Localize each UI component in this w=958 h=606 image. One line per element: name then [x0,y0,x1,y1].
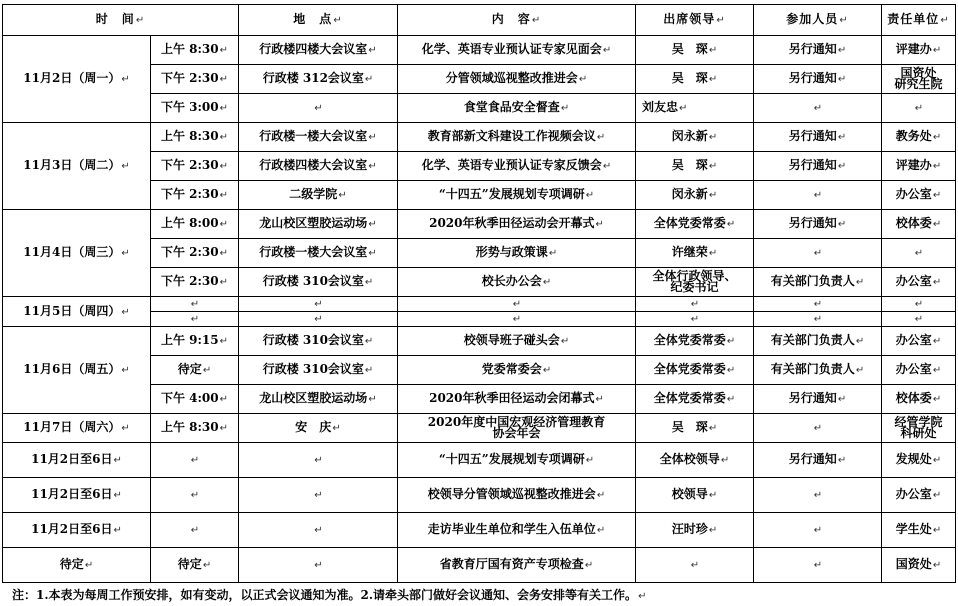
participants-cell: 有关部门负责人↵ [754,268,882,297]
unit-cell: ↵ [882,312,956,327]
unit-cell: 评建办↵ [882,152,956,181]
participants-cell: 有关部门负责人↵ [754,356,882,385]
content-cell: 分管领域巡视整改推进会↵ [398,65,636,94]
unit-cell: ↵ [882,297,956,312]
participants-cell: 另行通知↵ [754,210,882,239]
leader-cell: 全体校领导↵ [636,443,754,478]
day-cell: 11月7日（周六）↵ [3,414,151,443]
participants-cell: 另行通知↵ [754,443,882,478]
participants-cell: ↵ [754,513,882,548]
time-cell: 上午 8:00↵ [151,210,239,239]
unit-cell: 办公室↵ [882,478,956,513]
time-cell: ↵ [151,443,239,478]
unit-cell: 办公室↵ [882,181,956,210]
content-cell: 化学、英语专业预认证专家反馈会↵ [398,152,636,181]
time-cell: 待定↵ [151,356,239,385]
content-cell: “十四五”发展规划专项调研↵ [398,181,636,210]
day-cell: 11月2日至6日↵ [3,478,151,513]
table-row [3,443,956,478]
unit-cell: 教务处↵ [882,123,956,152]
place-cell: 行政楼 310会议室↵ [239,327,398,356]
content-cell: 教育部新文科建设工作视频会议↵ [398,123,636,152]
leader-cell: 许继荣↵ [636,239,754,268]
participants-cell: ↵ [754,94,882,123]
unit-cell: 校体委↵ [882,210,956,239]
table-row [3,36,956,65]
leader-cell: ↵ [636,312,754,327]
place-cell: 二级学院↵ [239,181,398,210]
time-cell: ↵ [151,513,239,548]
place-cell: ↵ [239,297,398,312]
time-cell: 下午 2:30↵ [151,268,239,297]
unit-cell: 国资处↵ [882,548,956,583]
time-cell: 上午 8:30↵ [151,123,239,152]
day-cell: 11月2日至6日↵ [3,513,151,548]
content-cell: ↵ [398,312,636,327]
place-cell: 行政楼四楼大会议室↵ [239,36,398,65]
table-row [3,414,956,443]
day-cell: 11月2日至6日↵ [3,443,151,478]
content-cell: ↵ [398,297,636,312]
unit-cell: 办公室↵ [882,327,956,356]
table-row [3,123,956,152]
header-participants: 参加人员↵ [754,5,882,36]
leader-cell: 闵永新↵ [636,181,754,210]
participants-cell: ↵ [754,548,882,583]
leader-cell: 全体党委常委↵ [636,385,754,414]
leader-cell: 校领导↵ [636,478,754,513]
leader-cell: 吴 琛↵ [636,414,754,443]
table-row [3,297,956,312]
unit-cell: ↵ [882,94,956,123]
place-cell: 龙山校区塑胶运动场↵ [239,210,398,239]
time-cell: 下午 3:00↵ [151,94,239,123]
content-cell: 形势与政策课↵ [398,239,636,268]
time-cell: 上午 8:30↵ [151,414,239,443]
unit-cell: 经管学院 科研处 [882,414,956,443]
header-content: 内 容↵ [398,5,636,36]
content-cell: 校领导班子碰头会↵ [398,327,636,356]
place-cell: 行政楼 312会议室↵ [239,65,398,94]
unit-cell: 办公室↵ [882,268,956,297]
place-cell: 行政楼一楼大会议室↵ [239,239,398,268]
day-cell: 11月2日（周一）↵ [3,36,151,123]
time-cell: 下午 2:30↵ [151,152,239,181]
participants-cell: ↵ [754,297,882,312]
content-cell: 化学、英语专业预认证专家见面会↵ [398,36,636,65]
leader-cell: 吴 琛↵ [636,65,754,94]
participants-cell: ↵ [754,478,882,513]
time-cell: 上午 9:15↵ [151,327,239,356]
day-cell: 11月5日（周四）↵ [3,297,151,327]
participants-cell: 另行通知↵ [754,65,882,94]
unit-cell: 学生处↵ [882,513,956,548]
time-cell: 下午 2:30↵ [151,65,239,94]
unit-cell: 办公室↵ [882,356,956,385]
participants-cell: ↵ [754,312,882,327]
schedule-table [2,4,956,583]
leader-cell: 全体党委常委↵ [636,356,754,385]
place-cell: 安 庆↵ [239,414,398,443]
header-time: 时 间↵ [3,5,239,36]
participants-cell: ↵ [754,239,882,268]
content-cell: 食堂食品安全督查↵ [398,94,636,123]
time-cell: 待定↵ [151,548,239,583]
content-cell: 2020年秋季田径运动会闭幕式↵ [398,385,636,414]
leader-cell: ↵ [636,548,754,583]
time-cell: ↵ [151,312,239,327]
place-cell: 行政楼 310会议室↵ [239,268,398,297]
day-cell: 11月4日（周三）↵ [3,210,151,297]
unit-cell: 国资处 研究生院 [882,65,956,94]
content-cell: 校领导分管领域巡视整改推进会↵ [398,478,636,513]
leader-cell: ↵ [636,297,754,312]
content-cell: 走访毕业生单位和学生入伍单位↵ [398,513,636,548]
leader-cell: 全体党委常委↵ [636,210,754,239]
content-cell: 2020年度中国宏观经济管理教育 协会年会 [398,414,636,443]
header-place: 地 点↵ [239,5,398,36]
place-cell: ↵ [239,513,398,548]
content-cell: 校长办公会↵ [398,268,636,297]
time-cell: ↵ [151,297,239,312]
unit-cell: 评建办↵ [882,36,956,65]
place-cell: 行政楼一楼大会议室↵ [239,123,398,152]
place-cell: 行政楼 310会议室↵ [239,356,398,385]
day-cell: 待定↵ [3,548,151,583]
participants-cell: 另行通知↵ [754,36,882,65]
place-cell: ↵ [239,548,398,583]
footnote: 注：1.本表为每周工作预安排，如有变动，以正式会议通知为准。2.请牵头部门做好会议通知、会务安排等有关工作。↵ [12,588,647,602]
header-leader: 出席领导↵ [636,5,754,36]
participants-cell: ↵ [754,414,882,443]
content-cell: 党委常委会↵ [398,356,636,385]
content-cell: 2020年秋季田径运动会开幕式↵ [398,210,636,239]
content-cell: “十四五”发展规划专项调研↵ [398,443,636,478]
unit-cell: 校体委↵ [882,385,956,414]
table-row [3,210,956,239]
leader-cell: 汪时珍↵ [636,513,754,548]
time-cell: 下午 2:30↵ [151,181,239,210]
participants-cell: 有关部门负责人↵ [754,327,882,356]
participants-cell: 另行通知↵ [754,152,882,181]
table-row [3,478,956,513]
place-cell: 行政楼四楼大会议室↵ [239,152,398,181]
day-cell: 11月6日（周五）↵ [3,327,151,414]
participants-cell: 另行通知↵ [754,385,882,414]
time-cell: 下午 4:00↵ [151,385,239,414]
participants-cell: 另行通知↵ [754,123,882,152]
place-cell: 龙山校区塑胶运动场↵ [239,385,398,414]
time-cell: 下午 2:30↵ [151,239,239,268]
table-row [3,548,956,583]
leader-cell: 闵永新↵ [636,123,754,152]
leader-cell: 全体行政领导、 纪委书记 [636,268,754,297]
leader-cell: 刘友忠↵ [636,94,754,123]
table-row [3,327,956,356]
place-cell: ↵ [239,443,398,478]
day-cell: 11月3日（周二）↵ [3,123,151,210]
table-row [3,513,956,548]
leader-cell: 吴 琛↵ [636,36,754,65]
unit-cell: ↵ [882,239,956,268]
unit-cell: 发规处↵ [882,443,956,478]
place-cell: ↵ [239,312,398,327]
leader-cell: 吴 琛↵ [636,152,754,181]
place-cell: ↵ [239,478,398,513]
time-cell: 上午 8:30↵ [151,36,239,65]
header-row [3,5,956,36]
participants-cell: ↵ [754,181,882,210]
time-cell: ↵ [151,478,239,513]
place-cell: ↵ [239,94,398,123]
header-unit: 责任单位↵ [882,5,956,36]
leader-cell: 全体党委常委↵ [636,327,754,356]
content-cell: 省教育厅国有资产专项检查↵ [398,548,636,583]
